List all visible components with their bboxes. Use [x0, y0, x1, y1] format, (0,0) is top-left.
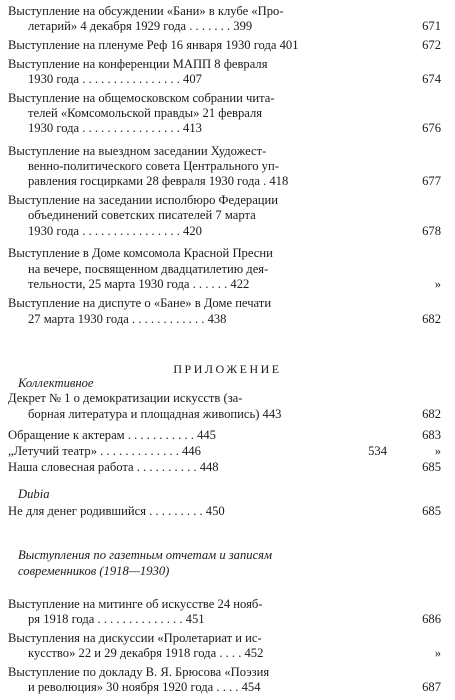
entry-line: 27 марта 1930 года . . . . . . . . . . . . 438	[28, 312, 227, 326]
subsection-label-collective: Коллективное	[18, 376, 94, 390]
entry-line: Наша словесная работа . . . . . . . . . . 448	[8, 460, 219, 474]
entry-line: Выступления на дискуссии «Пролетариат и ис-	[8, 631, 262, 645]
entry-line: Выступление на заседании исполбюро Федерации	[8, 193, 279, 207]
section-heading: ПРИЛОЖЕНИЕ	[173, 362, 282, 376]
entry-line: Выступление по докладу В. Я. Брюсова «Поэзия	[8, 665, 270, 679]
page-number: 685	[422, 460, 441, 474]
entry-line: летарий» 4 декабря 1929 года . . . . . . . 399	[28, 19, 253, 33]
entry-line: Обращение к актерам . . . . . . . . . . . 445	[8, 428, 216, 442]
entry-line: Выступление на общемосковском собрании чита-	[8, 91, 275, 105]
entry-line: 1930 года . . . . . . . . . . . . . . . . 407	[28, 72, 202, 86]
page-number: 683	[422, 428, 441, 442]
page-number: »	[434, 646, 441, 660]
page-number-mid: 534	[368, 444, 387, 458]
entry-line: кусство» 22 и 29 декабря 1918 года . . . . 452	[28, 646, 264, 660]
page-number: »	[434, 444, 441, 458]
entry-line: Выступление на пленуме Реф 16 января 1930 года 401	[8, 38, 299, 52]
page-number: 678	[422, 224, 441, 238]
entry-line: равления госцирками 28 февраля 1930 года . 418	[28, 174, 289, 188]
entry-line: Выступление на митинге об искусстве 24 нояб-	[8, 597, 263, 611]
entry-line: Выступление на выездном заседании Художест-	[8, 144, 267, 158]
subsection-label-dubia: Dubia	[18, 487, 50, 501]
entry-line: на вечере, посвященном двадцатилетию дея-	[28, 262, 269, 276]
page-number: 672	[422, 38, 441, 52]
page-number: 686	[422, 612, 441, 626]
page-number: 687	[422, 680, 441, 694]
entry-line: 1930 года . . . . . . . . . . . . . . . . 413	[28, 121, 202, 135]
entry-line: и революция» 30 ноября 1920 года . . . . 454	[28, 680, 261, 694]
entry-line: Выступление на диспуте о «Бане» в Доме печати	[8, 296, 272, 310]
entry-line: объединений советских писателей 7 марта	[28, 208, 256, 222]
entry-line: 1930 года . . . . . . . . . . . . . . . . 420	[28, 224, 202, 238]
page-number: 676	[422, 121, 441, 135]
subsection-label-speeches-2: современников (1918—1930)	[18, 564, 170, 578]
entry-line: „Летучий театр» . . . . . . . . . . . . . 446	[8, 444, 201, 458]
entry-line: венно-политического совета Центрального уп-	[28, 159, 279, 173]
entry-line: Выступление на конференции МАПП 8 февраля	[8, 57, 268, 71]
subsection-label-speeches: Выступления по газетным отчетам и записям	[18, 548, 273, 562]
entry-line: телей «Комсомольской правды» 21 февраля	[28, 106, 263, 120]
page-number: »	[434, 277, 441, 291]
page-number: 682	[422, 312, 441, 326]
page-number: 682	[422, 407, 441, 421]
entry-line: борная литература и площадная живопись) 443	[28, 407, 282, 421]
entry-line: Декрет № 1 о демократизации искусств (за-	[8, 391, 243, 405]
entry-line: тельности, 25 марта 1930 года . . . . . . 422	[28, 277, 250, 291]
page-number: 671	[422, 19, 441, 33]
entry-line: Выступление в Доме комсомола Красной Пресни	[8, 246, 273, 260]
entry-line: Не для денег родившийся . . . . . . . . . 450	[8, 504, 225, 518]
page-number: 674	[422, 72, 441, 86]
entry-line: Выступление на обсуждении «Бани» в клубе «Про-	[8, 4, 284, 18]
entry-line: ря 1918 года . . . . . . . . . . . . . . 451	[28, 612, 205, 626]
page-number: 677	[422, 174, 441, 188]
page-number: 685	[422, 504, 441, 518]
